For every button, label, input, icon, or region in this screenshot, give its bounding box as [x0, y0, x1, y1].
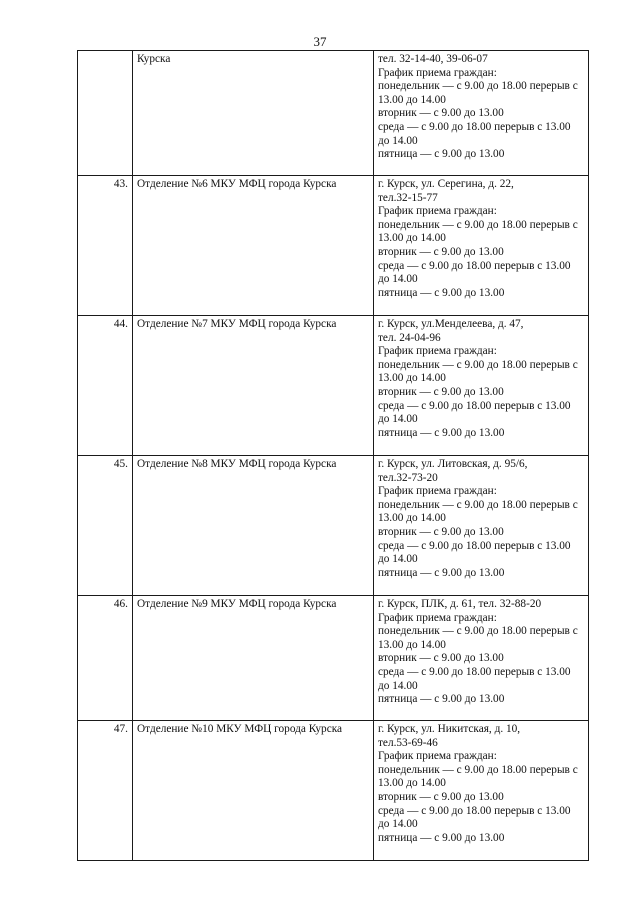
table-row	[78, 316, 589, 456]
contact-line: понедельник — с 9.00 до 18.00 перерыв с	[378, 498, 578, 511]
branch-name: Отделение №6 МКУ МФЦ города Курска	[133, 176, 374, 316]
contact-line: 13.00 до 14.00	[378, 638, 446, 651]
mfc-branches-table	[77, 50, 589, 861]
contact-line: среда — с 9.00 до 18.00 перерыв с 13.00	[378, 120, 571, 133]
branch-contact	[374, 596, 589, 721]
branch-contact	[374, 456, 589, 596]
table-body	[78, 51, 589, 861]
contact-line: 13.00 до 14.00	[378, 372, 446, 385]
branch-name: Отделение №7 МКУ МФЦ города Курска	[133, 316, 374, 456]
contact-line: вторник — с 9.00 до 13.00	[378, 385, 504, 398]
contact-line: вторник — с 9.00 до 13.00	[378, 790, 504, 803]
table-row	[78, 176, 589, 316]
contact-line: тел.53-69-46	[378, 736, 438, 749]
contact-line: тел.32-15-77	[378, 191, 438, 204]
contact-line: График приема граждан:	[378, 750, 497, 763]
contact-line: пятница — с 9.00 до 13.00	[378, 693, 505, 706]
contact-line: до 14.00	[378, 273, 418, 286]
contact-line: понедельник — с 9.00 до 18.00 перерыв с	[378, 763, 578, 776]
contact-line: г. Курск, ПЛК, д. 61, тел. 32-88-20	[378, 598, 542, 610]
contact-line: среда — с 9.00 до 18.00 перерыв с 13.00	[378, 665, 571, 678]
branch-contact	[374, 721, 589, 861]
row-number: 43.	[78, 176, 133, 316]
contact-line: пятница — с 9.00 до 13.00	[378, 148, 505, 161]
table-row	[78, 596, 589, 721]
contact-line: тел. 32-14-40, 39-06-07	[378, 53, 488, 65]
page-number: 37	[313, 34, 327, 49]
contact-line: пятница — с 9.00 до 13.00	[378, 831, 505, 844]
row-number: 47.	[78, 721, 133, 861]
contact-line: пятница — с 9.00 до 13.00	[378, 286, 505, 299]
branch-name: Отделение №8 МКУ МФЦ города Курска	[133, 456, 374, 596]
contact-line: среда — с 9.00 до 18.00 перерыв с 13.00	[378, 539, 571, 552]
contact-line: 13.00 до 14.00	[378, 232, 446, 245]
table-row	[78, 51, 589, 176]
contact-line: тел.32-73-20	[378, 471, 438, 484]
branch-name: Отделение №9 МКУ МФЦ города Курска	[133, 596, 374, 721]
contact-line: понедельник — с 9.00 до 18.00 перерыв с	[378, 625, 578, 638]
contact-line: до 14.00	[378, 134, 418, 147]
row-number: 45.	[78, 456, 133, 596]
branch-name: Отделение №10 МКУ МФЦ города Курска	[133, 721, 374, 861]
row-number: 46.	[78, 596, 133, 721]
contact-line: График приема граждан:	[378, 205, 497, 218]
branch-name: Курска	[133, 51, 374, 176]
contact-line: 13.00 до 14.00	[378, 512, 446, 525]
contact-line: г. Курск, ул. Серегина, д. 22,	[378, 178, 514, 190]
contact-line: г. Курск, ул. Никитская, д. 10,	[378, 723, 521, 735]
contact-line: График приема граждан:	[378, 485, 497, 498]
contact-line: вторник — с 9.00 до 13.00	[378, 245, 504, 258]
contact-line: пятница — с 9.00 до 13.00	[378, 566, 505, 579]
row-number	[78, 51, 133, 176]
contact-line: до 14.00	[378, 553, 418, 566]
contact-line: до 14.00	[378, 413, 418, 426]
row-number: 44.	[78, 316, 133, 456]
branch-contact	[374, 316, 589, 456]
contact-line: до 14.00	[378, 679, 418, 692]
contact-line: вторник — с 9.00 до 13.00	[378, 107, 504, 120]
contact-line: среда — с 9.00 до 18.00 перерыв с 13.00	[378, 259, 571, 272]
contact-line: среда — с 9.00 до 18.00 перерыв с 13.00	[378, 804, 571, 817]
contact-line: 13.00 до 14.00	[378, 93, 446, 106]
contact-line: понедельник — с 9.00 до 18.00 перерыв с	[378, 218, 578, 231]
branch-contact	[374, 51, 589, 176]
contact-line: до 14.00	[378, 818, 418, 831]
branch-contact	[374, 176, 589, 316]
contact-line: 13.00 до 14.00	[378, 777, 446, 790]
contact-line: График приема граждан:	[378, 345, 497, 358]
contact-line: График приема граждан:	[378, 611, 497, 624]
contact-line: тел. 24-04-96	[378, 331, 441, 344]
contact-line: среда — с 9.00 до 18.00 перерыв с 13.00	[378, 399, 571, 412]
contact-line: вторник — с 9.00 до 13.00	[378, 652, 504, 665]
table-row	[78, 721, 589, 861]
contact-line: пятница — с 9.00 до 13.00	[378, 426, 505, 439]
contact-line: вторник — с 9.00 до 13.00	[378, 525, 504, 538]
contact-line: г. Курск, ул.Менделеева, д. 47,	[378, 318, 524, 330]
contact-line: понедельник — с 9.00 до 18.00 перерыв с	[378, 358, 578, 371]
contact-line: понедельник — с 9.00 до 18.00 перерыв с	[378, 80, 578, 93]
contact-line: г. Курск, ул. Литовская, д. 95/6,	[378, 458, 528, 470]
table-row	[78, 456, 589, 596]
contact-line: График приема граждан:	[378, 66, 497, 79]
